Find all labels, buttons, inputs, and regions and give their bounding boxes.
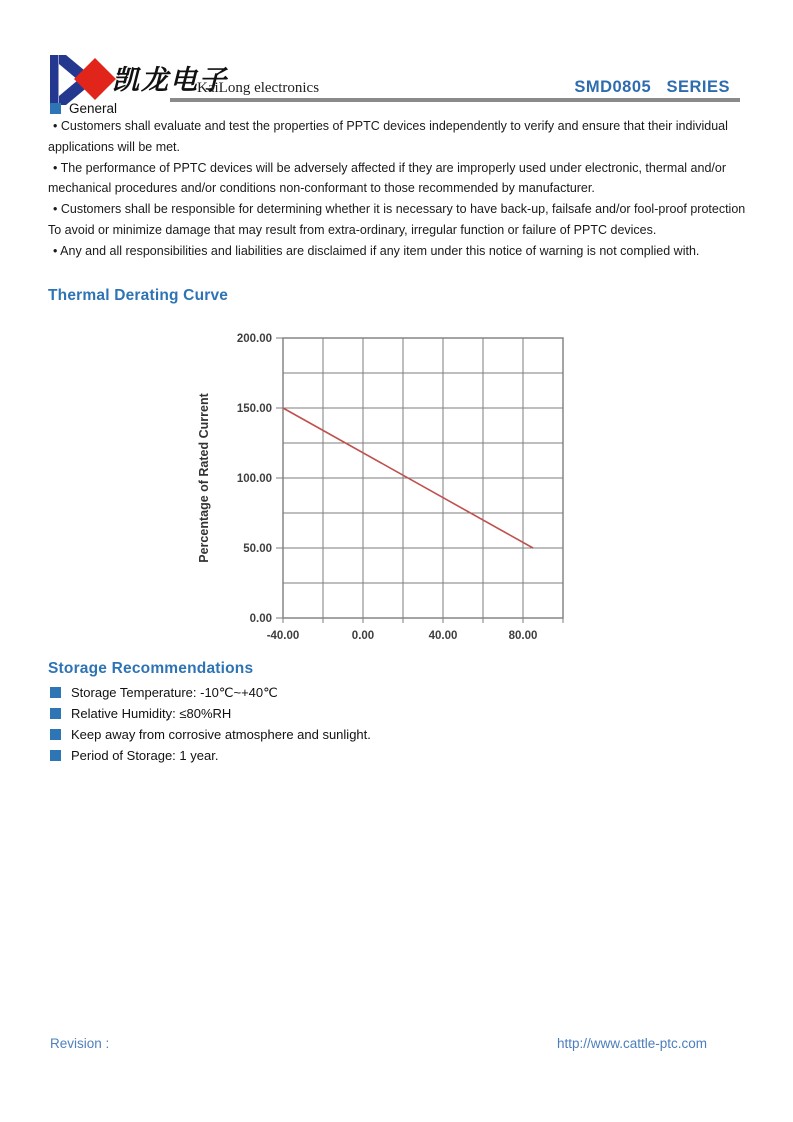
header-divider: [170, 98, 740, 102]
y-tick-label: 50.00: [243, 543, 272, 555]
square-bullet-icon: [50, 750, 61, 761]
storage-item-label: Relative Humidity: ≤80%RH: [71, 706, 232, 721]
derating-chart: [178, 325, 590, 655]
storage-item: [50, 703, 371, 724]
logo-red-diamond: [74, 58, 116, 100]
storage-heading: Storage Recommendations: [48, 660, 254, 677]
square-bullet-icon: [50, 103, 61, 114]
general-heading: [50, 101, 117, 116]
square-bullet-icon: [50, 729, 61, 740]
x-tick-label: -40.00: [266, 630, 300, 642]
general-line: • Customers shall be responsible for determining whether it is necessary to have back-up, failsafe and/or fool-proof protection: [53, 202, 746, 217]
storage-item: [50, 745, 371, 766]
square-bullet-icon: [50, 687, 61, 698]
y-tick-label: 200.00: [236, 333, 272, 345]
general-line: • Customers shall evaluate and test the properties of PPTC devices independently to verify and ensure that their individual: [53, 119, 728, 133]
y-axis-title: Percentage of Rated Current: [197, 393, 211, 563]
storage-item: [50, 682, 371, 703]
series-title: SMD0805 SERIES: [574, 78, 730, 96]
x-tick-label: 0.00: [351, 630, 375, 642]
general-line: • The performance of PPTC devices will be adversely affected if they are improperly used under electronic, thermal and/or: [53, 160, 726, 175]
company-name-chinese: 凯龙电子: [112, 65, 228, 96]
general-line: mechanical procedures and/or conditions non-conformant to those recommended by manufacturer.: [48, 181, 595, 196]
square-bullet-icon: [50, 708, 61, 719]
general-line: To avoid or minimize damage that may result from extra-ordinary, irregular function or failure of PPTC devices.: [48, 222, 657, 237]
y-tick-label: 0.00: [249, 613, 272, 625]
storage-item-label: Keep away from corrosive atmosphere and sunlight.: [71, 727, 371, 742]
storage-item-label: Storage Temperature: -10℃~+40℃: [71, 684, 278, 700]
storage-list: [50, 682, 371, 766]
revision-label: Revision :: [50, 1036, 110, 1051]
logo-k-bar: [50, 55, 59, 105]
general-line: • Any and all responsibilities and liabilities are disclaimed if any item under this notice of warning is not complied with.: [53, 243, 700, 258]
y-tick-label: 100.00: [236, 473, 272, 485]
company-name-latin: KaiLong electronics: [197, 80, 320, 96]
x-tick-label: 80.00: [508, 630, 538, 642]
x-tick-label: 40.00: [428, 630, 458, 642]
derating-heading: Thermal Derating Curve: [48, 287, 229, 304]
y-tick-label: 150.00: [236, 403, 272, 415]
general-line: applications will be met.: [48, 139, 181, 154]
website-link[interactable]: http://www.cattle-ptc.com: [556, 1036, 707, 1051]
general-paragraphs: [48, 116, 778, 262]
storage-item-label: Period of Storage: 1 year.: [71, 748, 219, 763]
general-heading-label: General: [69, 101, 118, 116]
storage-item: [50, 724, 371, 745]
